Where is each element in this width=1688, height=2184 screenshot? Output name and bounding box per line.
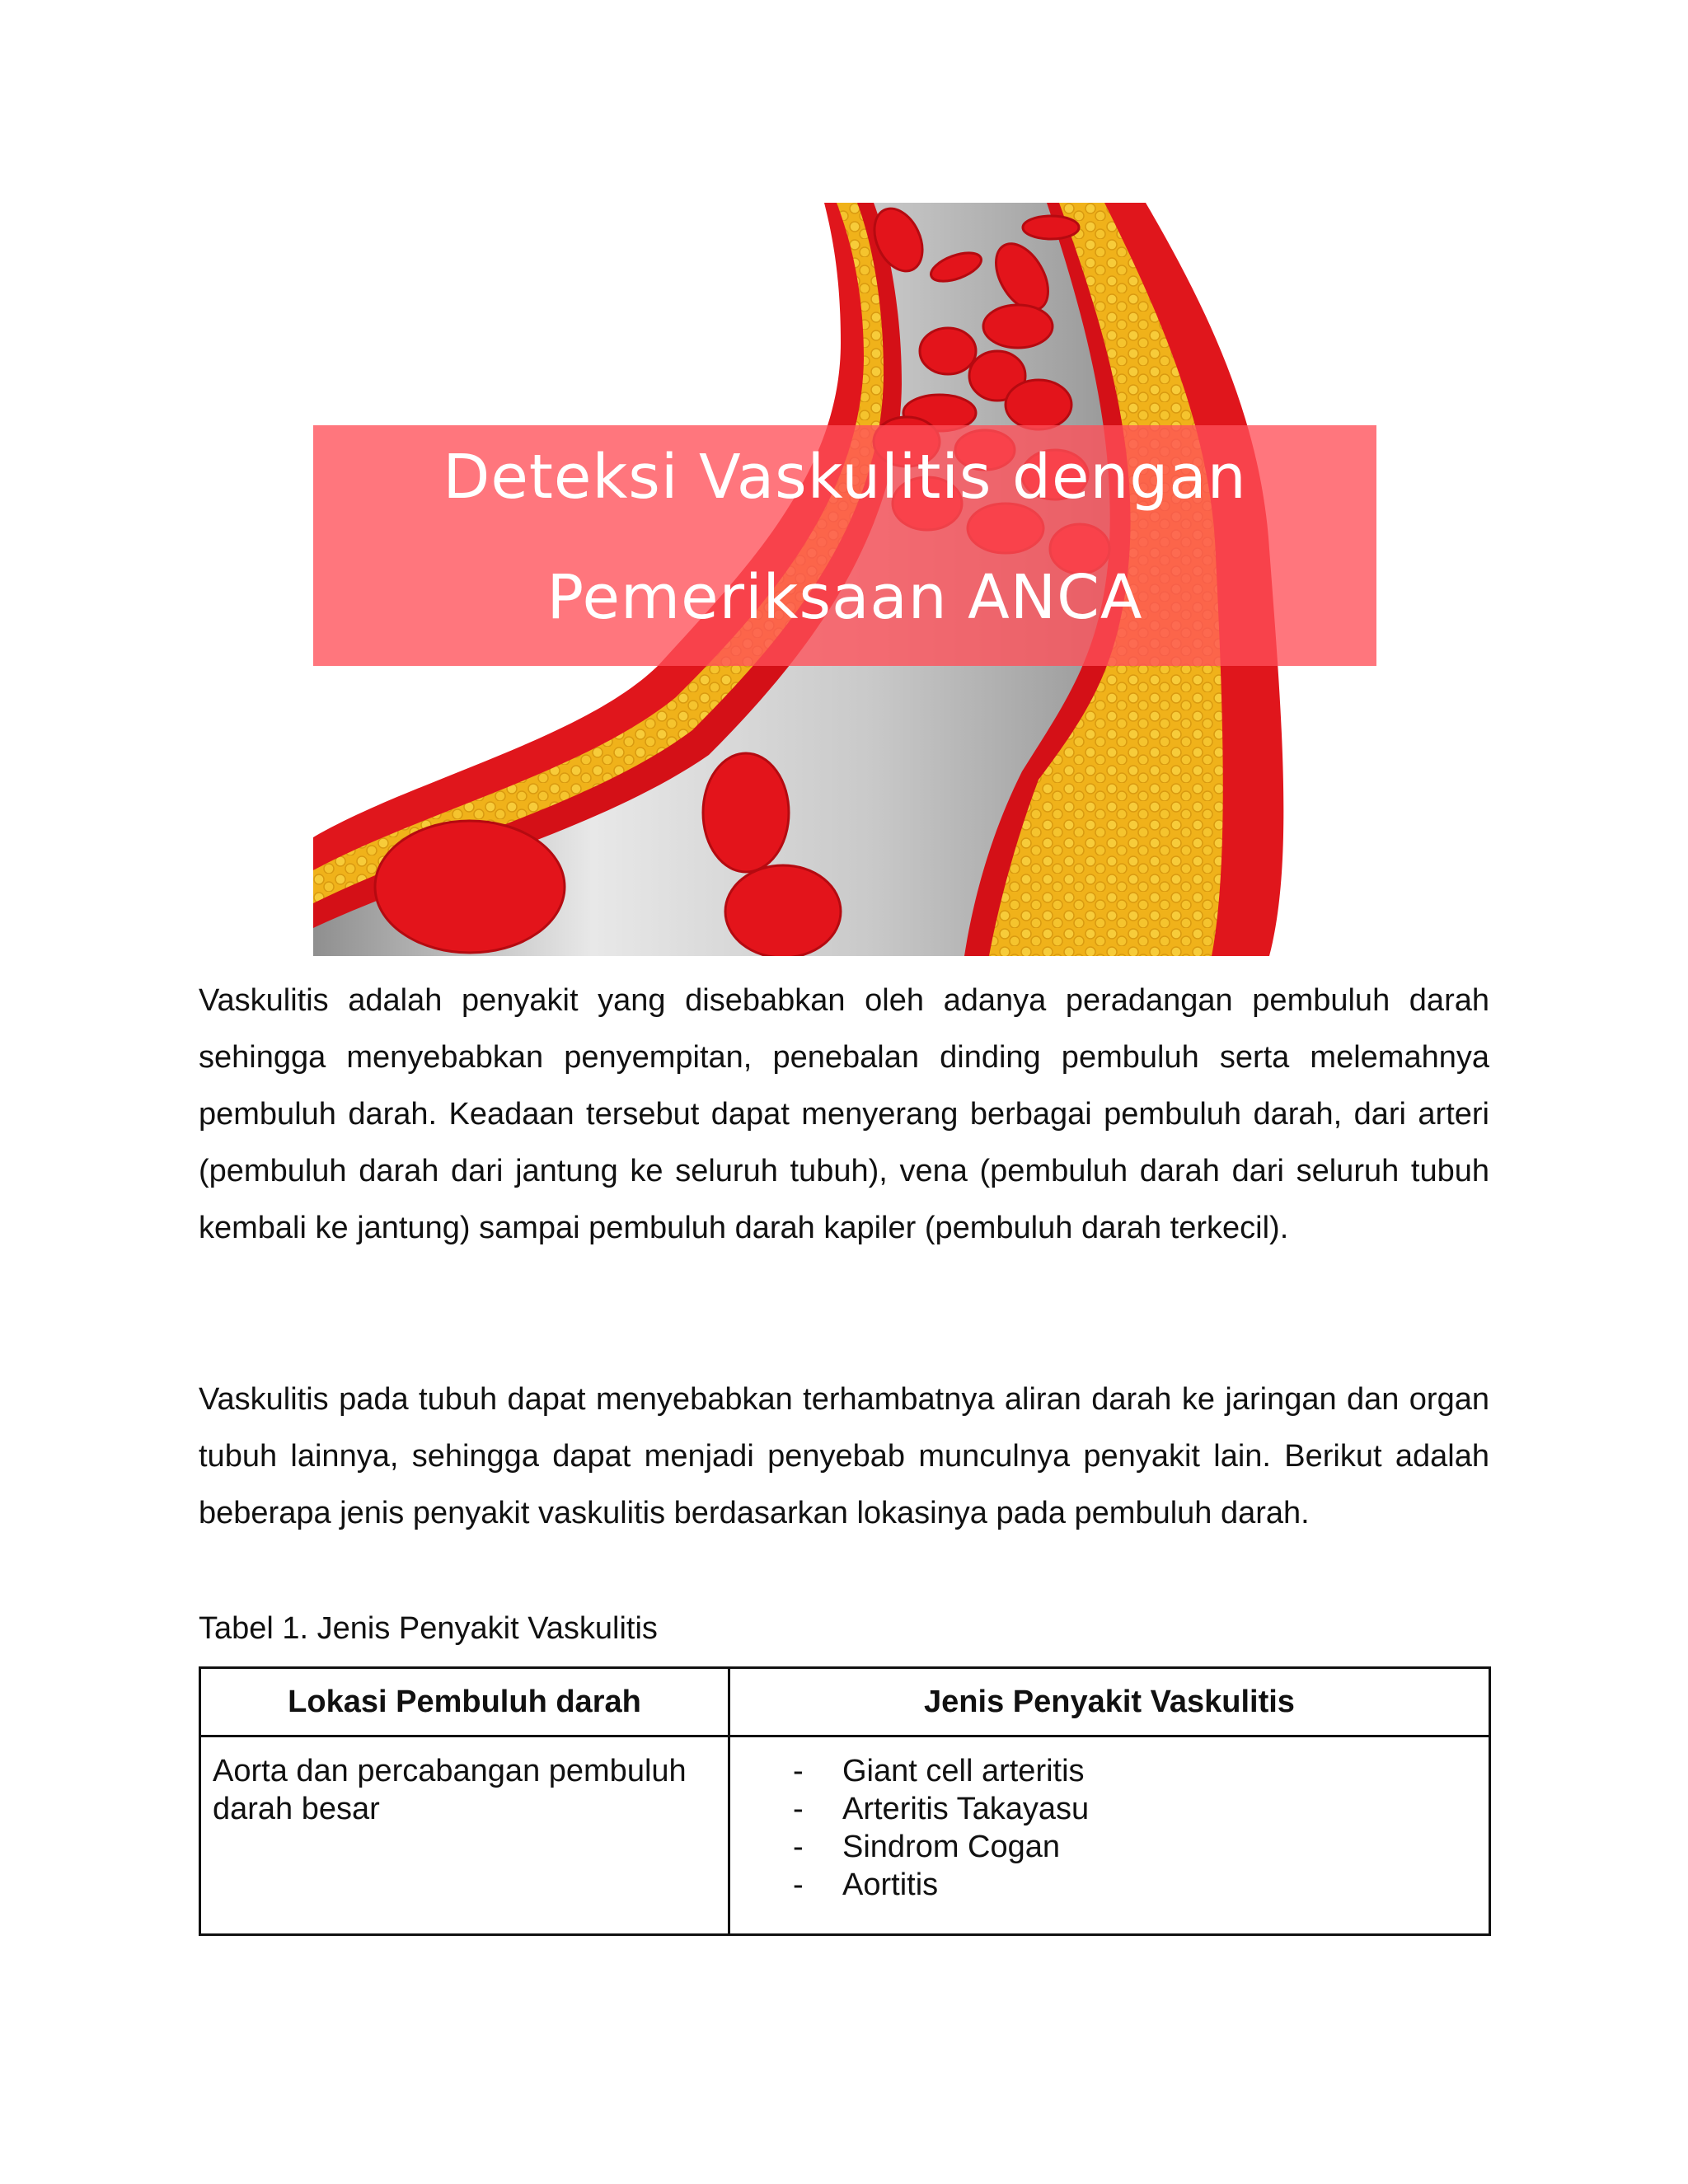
table-row: [200, 1736, 1490, 1935]
table-caption: Tabel 1. Jenis Penyakit Vaskulitis: [199, 1611, 658, 1646]
list-item: - Arteritis Takayasu: [730, 1790, 1489, 1828]
list-item: - Aortitis: [730, 1866, 1489, 1904]
column-header-disease: Jenis Penyakit Vaskulitis: [729, 1668, 1490, 1736]
cell-location: Aorta dan percabangan pembuluh darah besar: [200, 1736, 729, 1935]
hero-illustration: [313, 203, 1376, 956]
paragraph-effects: Vaskulitis pada tubuh dapat menyebabkan terhambatnya aliran darah ke jaringan dan organ tubuh lainnya, sehingga dapat menjadi penyebab munculnya penyakit lain. Berikut adalah beberapa jenis penyakit vaskulitis berdasarkan lokasinya pada pembuluh darah.: [199, 1382, 1489, 1530]
column-header-location: Lokasi Pembuluh darah: [200, 1668, 729, 1736]
hero-title-line-1: Deteksi Vaskulitis dengan: [443, 442, 1247, 513]
disease-list: [730, 1737, 1489, 1904]
cell-diseases: [729, 1736, 1490, 1935]
table-header-row: [200, 1668, 1490, 1736]
list-item: - Sindrom Cogan: [730, 1828, 1489, 1866]
vasculitis-table: [199, 1666, 1491, 1936]
list-item: - Giant cell arteritis: [730, 1752, 1489, 1790]
paragraph-definition: Vaskulitis adalah penyakit yang disebabkan oleh adanya peradangan pembuluh darah sehingga menyebabkan penyempitan, penebalan dinding pembuluh serta melemahnya pembuluh darah. Keadaan tersebut dapat menyerang berbagai pembuluh darah, dari arteri (pembuluh darah dari jantung ke seluruh tubuh), vena (pembuluh darah dari seluruh tubuh kembali ke jantung) sampai pembuluh darah kapiler (pembuluh darah terkecil).: [199, 983, 1489, 1245]
hero-title-line-2: Pemeriksaan ANCA: [546, 562, 1143, 633]
